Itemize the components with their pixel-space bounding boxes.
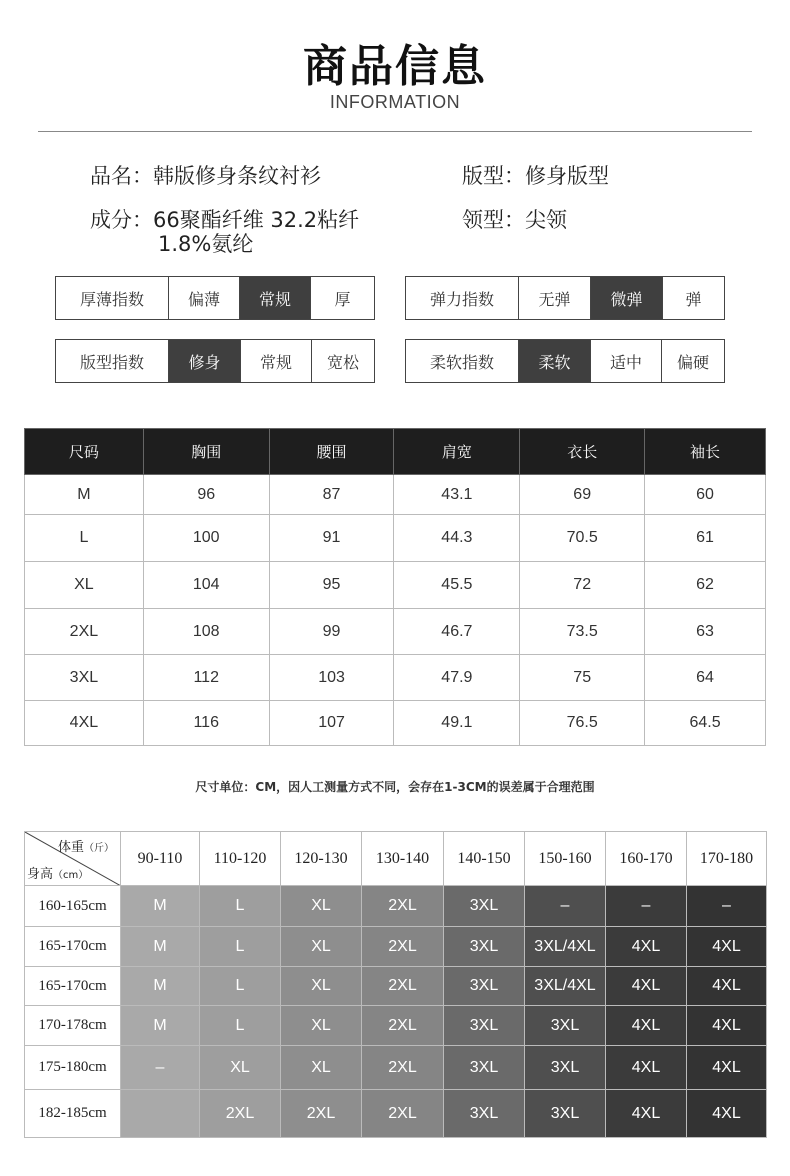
recommended-size: – [606,886,687,927]
index-option: 弹 [662,277,724,319]
fit-table-row [25,967,767,1006]
header-cell: 袖长 [645,429,766,475]
size-table-row [25,475,766,515]
recommended-size: 4XL [606,1006,687,1046]
recommended-size: 2XL [362,1046,444,1090]
recommended-size: 3XL [525,1090,606,1138]
material-label: 成分： [90,208,153,232]
recommended-size: M [121,967,200,1006]
size-table-row [25,515,766,562]
recommended-size: 3XL [444,1090,525,1138]
size-table [24,428,766,746]
weight-header: 110-120 [200,832,281,886]
weight-header: 140-150 [444,832,525,886]
material-line1: 66聚酯纤维 32.2粘纤 [153,208,360,232]
index-option-selected: 微弹 [590,277,662,319]
recommended-size: M [121,927,200,967]
height-range: 182-185cm [25,1090,121,1138]
size-cell: 99 [269,609,394,655]
size-cell: 95 [269,562,394,609]
measurement-note: 尺寸单位：CM，因人工测量方式不同，会存在1-3CM的误差属于合理范围 [195,780,595,794]
fit-label: 版型： [462,164,525,188]
size-table-row [25,562,766,609]
recommended-size: XL [281,967,362,1006]
info-material [90,207,359,233]
fit-table-row [25,927,767,967]
recommended-size: M [121,886,200,927]
index-option: 偏薄 [168,277,239,319]
page-title: 商品信息 [303,41,487,92]
index-option: 适中 [590,340,661,382]
header-cell: 尺码 [25,429,144,475]
size-cell: 108 [143,609,269,655]
recommended-size: 4XL [606,927,687,967]
size-cell: 103 [269,655,394,701]
fit-index [55,339,375,383]
index-option: 偏硬 [661,340,724,382]
size-cell: 2XL [25,609,144,655]
size-table-row [25,609,766,655]
size-cell: 64 [645,655,766,701]
index-option-selected: 修身 [168,340,240,382]
recommended-size: 2XL [362,927,444,967]
size-table-header [25,429,766,475]
recommended-size: 4XL [687,1046,767,1090]
header-cell: 胸围 [143,429,269,475]
size-cell: 96 [143,475,269,515]
height-range: 165-170cm [25,967,121,1006]
header-cell: 衣长 [520,429,645,475]
weight-label: 体重（斤） [57,840,114,855]
weight-header: 90-110 [121,832,200,886]
weight-header: 150-160 [525,832,606,886]
index-label: 版型指数 [79,352,144,372]
header-cell: 腰围 [269,429,394,475]
recommended-size: L [200,886,281,927]
size-cell: 104 [143,562,269,609]
name-value: 韩版修身条纹衬衫 [153,164,321,188]
size-cell: 62 [645,562,766,609]
recommended-size: M [121,1006,200,1046]
size-cell: 107 [269,701,394,746]
recommended-size: L [200,927,281,967]
fit-value: 修身版型 [525,164,609,188]
weight-header: 120-130 [281,832,362,886]
recommended-size: 3XL [525,1006,606,1046]
size-cell: 87 [269,475,394,515]
size-cell: M [25,475,144,515]
size-cell: 49.1 [394,701,520,746]
recommended-size: 4XL [606,1090,687,1138]
size-cell: 69 [520,475,645,515]
index-option: 宽松 [311,340,374,382]
recommended-size: 2XL [362,1090,444,1138]
size-cell: 63 [645,609,766,655]
recommended-size: L [200,1006,281,1046]
recommended-size: 4XL [687,967,767,1006]
recommended-size: 2XL [200,1090,281,1138]
corner-cell [25,832,121,886]
name-label: 品名： [90,164,153,188]
page-subtitle: INFORMATION [329,92,461,112]
size-cell: 73.5 [520,609,645,655]
softness-index [405,339,725,383]
recommended-size: 3XL/4XL [525,927,606,967]
size-cell: 70.5 [520,515,645,562]
recommended-size: 4XL [606,967,687,1006]
recommended-size: 4XL [606,1046,687,1090]
size-cell: 47.9 [394,655,520,701]
recommended-size: 3XL/4XL [525,967,606,1006]
size-recommendation-table [24,831,767,1138]
info-name [90,163,321,189]
collar-value: 尖领 [525,208,567,232]
recommended-size: 2XL [362,886,444,927]
size-cell: 72 [520,562,645,609]
recommended-size: XL [281,927,362,967]
recommended-size: XL [281,886,362,927]
height-label: 身高（cm） [27,867,89,882]
index-option: 常规 [240,340,311,382]
size-cell: 64.5 [645,701,766,746]
weight-header: 130-140 [362,832,444,886]
index-option-selected: 常规 [239,277,310,319]
index-label: 厚薄指数 [79,289,144,309]
size-cell: 76.5 [520,701,645,746]
recommended-size: 2XL [362,967,444,1006]
height-range: 170-178cm [25,1006,121,1046]
recommended-size: 3XL [444,1046,525,1090]
recommended-size: 2XL [281,1090,362,1138]
height-range: 165-170cm [25,927,121,967]
index-option: 厚 [310,277,374,319]
size-cell: 3XL [25,655,144,701]
recommended-size: 4XL [687,1006,767,1046]
size-cell: 46.7 [394,609,520,655]
collar-label: 领型： [462,208,525,232]
size-cell: 75 [520,655,645,701]
size-cell: 45.5 [394,562,520,609]
thickness-index [55,276,375,320]
fit-table-row [25,1006,767,1046]
recommended-size: XL [281,1046,362,1090]
fit-table-row [25,886,767,927]
recommended-size: 3XL [444,886,525,927]
index-label: 弹力指数 [429,289,494,309]
height-range: 175-180cm [25,1046,121,1090]
index-option: 无弹 [518,277,590,319]
recommended-size: – [687,886,767,927]
recommended-size: 3XL [444,927,525,967]
info-fit [462,163,609,189]
info-collar [462,207,567,233]
fit-table-row [25,1046,767,1090]
size-table-row [25,655,766,701]
recommended-size: 4XL [687,927,767,967]
header-cell: 肩宽 [394,429,520,475]
height-range: 160-165cm [25,886,121,927]
index-option-selected: 柔软 [518,340,590,382]
recommended-size: – [525,886,606,927]
index-label: 柔软指数 [429,352,494,372]
weight-header: 170-180 [687,832,767,886]
weight-header: 160-170 [606,832,687,886]
size-table-row [25,701,766,746]
recommended-size: – [121,1046,200,1090]
recommended-size [121,1090,200,1138]
fit-table-row [25,1090,767,1138]
size-cell: 60 [645,475,766,515]
size-cell: 100 [143,515,269,562]
size-cell: 43.1 [394,475,520,515]
divider [38,131,752,132]
size-cell: L [25,515,144,562]
size-cell: 112 [143,655,269,701]
size-cell: 91 [269,515,394,562]
recommended-size: 3XL [525,1046,606,1090]
recommended-size: 2XL [362,1006,444,1046]
elasticity-index [405,276,725,320]
recommended-size: XL [200,1046,281,1090]
size-cell: 4XL [25,701,144,746]
recommended-size: L [200,967,281,1006]
size-cell: 116 [143,701,269,746]
info-material-line2: 1.8%氨纶 [158,232,254,256]
recommended-size: 4XL [687,1090,767,1138]
recommended-size: XL [281,1006,362,1046]
size-cell: XL [25,562,144,609]
size-cell: 44.3 [394,515,520,562]
fit-table-header [25,832,767,886]
recommended-size: 3XL [444,967,525,1006]
size-cell: 61 [645,515,766,562]
recommended-size: 3XL [444,1006,525,1046]
